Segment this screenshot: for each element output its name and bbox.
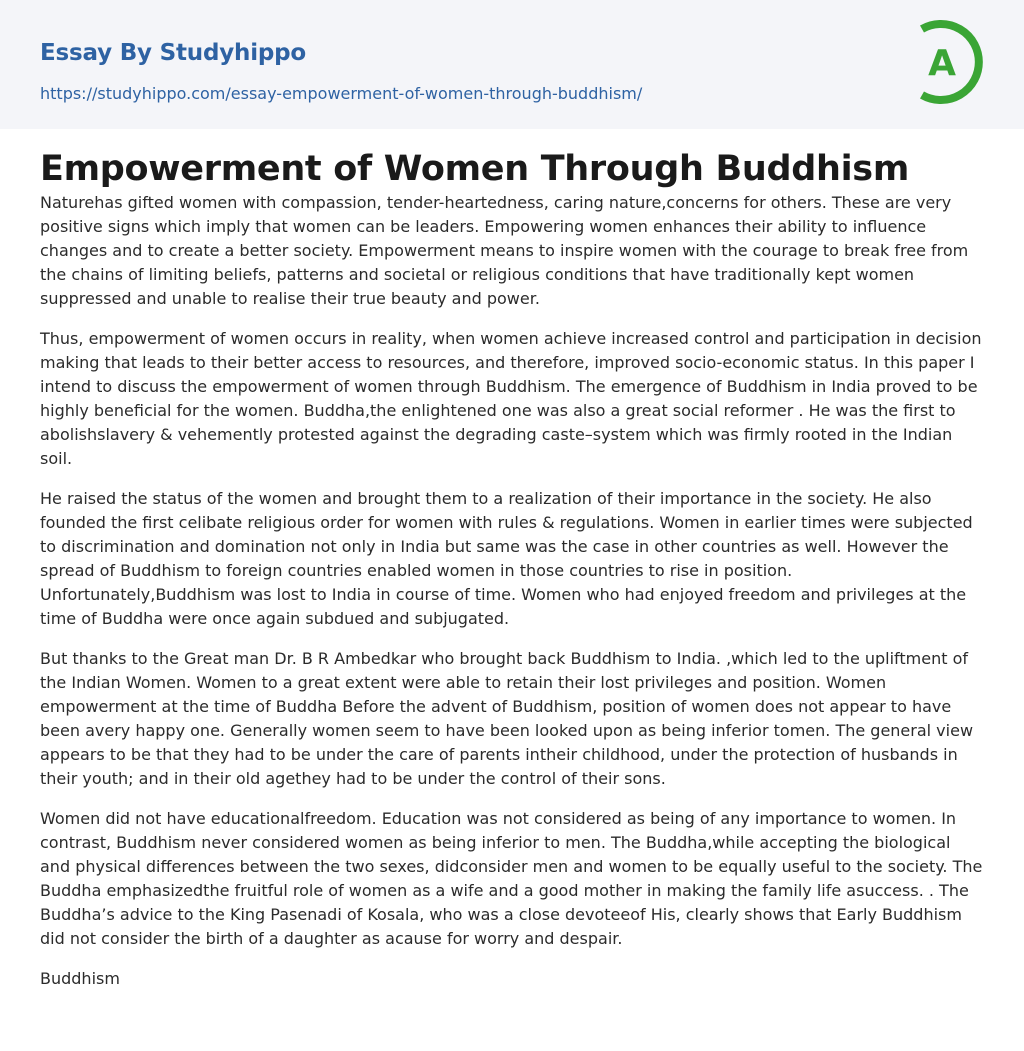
site-brand[interactable]: Essay By Studyhippo: [40, 40, 307, 66]
paragraph: Women did not have educationalfreedom. Education was not considered as being of any importance to women. In contrast, Buddhism never considered women as being inferior to men. The Buddha,while accepting the biological and physical differences between the two sexes, didconsider men and women to be equally useful to the society. The Buddha emphasizedthe fruitful role of women as a wife and a good mother in making the family life asuccess. . The Buddha’s advice to the King Pasenadi of Kosala, who was a close devoteeof His, clearly shows that Early Buddhism did not consider the birth of a daughter as acause for worry and despair.: [40, 809, 983, 948]
studyhippo-logo-icon[interactable]: [912, 19, 986, 105]
paragraph: Naturehas gifted women with compassion, tender-heartedness, caring nature,concerns for others. These are very positive signs which imply that women can be leaders. Empowering women enhances their ability to influence changes and to create a better society. Empowerment means to inspire women with the courage to break free from the chains of limiting beliefs, patterns and societal or religious conditions that have traditionally kept women suppressed and unable to realise their true beauty and power.: [40, 193, 969, 308]
topic-tag[interactable]: Buddhism: [40, 969, 120, 988]
essay-url-link[interactable]: https://studyhippo.com/essay-empowerment-of-women-through-buddhism/: [40, 84, 643, 103]
article: [0, 129, 1024, 991]
site-header: [0, 0, 1024, 129]
article-title: Empowerment of Women Through Buddhism: [40, 149, 910, 189]
paragraph: Thus, empowerment of women occurs in reality, when women achieve increased control and participation in decision making that leads to their better access to resources, and therefore, improved socio-economic status. In this paper I intend to discuss the empowerment of women through Buddhism. The emergence of Buddhism in India proved to be highly beneficial for the women. Buddha,the enlightened one was also a great social reformer . He was the first to abolishslavery & vehemently protested against the degrading caste–system which was firmly rooted in the Indian soil.: [40, 329, 982, 468]
article-body: [40, 191, 984, 951]
logo-letter: A: [928, 43, 956, 84]
paragraph: But thanks to the Great man Dr. B R Ambedkar who brought back Buddhism to India. ,which led to the upliftment of the Indian Women. Women to a great extent were able to retain their lost privileges and position. Women empowerment at the time of Buddha Before the advent of Buddhism, position of women does not appear to have been avery happy one. Generally women seem to have been looked upon as being inferior tomen. The general view appears to be that they had to be under the care of parents intheir childhood, under the protection of husbands in their youth; and in their old agethey had to be under the control of their sons.: [40, 649, 974, 788]
paragraph: He raised the status of the women and brought them to a realization of their importance in the society. He also founded the first celibate religious order for women with rules & regulations. Women in earlier times were subjected to discrimination and domination not only in India but same was the case in other countries as well. However the spread of Buddhism to foreign countries enabled women in those countries to rise in position. Unfortunately,Buddhism was lost to India in course of time. Women who had enjoyed freedom and privileges at the time of Buddha were once again subdued and subjugated.: [40, 489, 973, 628]
